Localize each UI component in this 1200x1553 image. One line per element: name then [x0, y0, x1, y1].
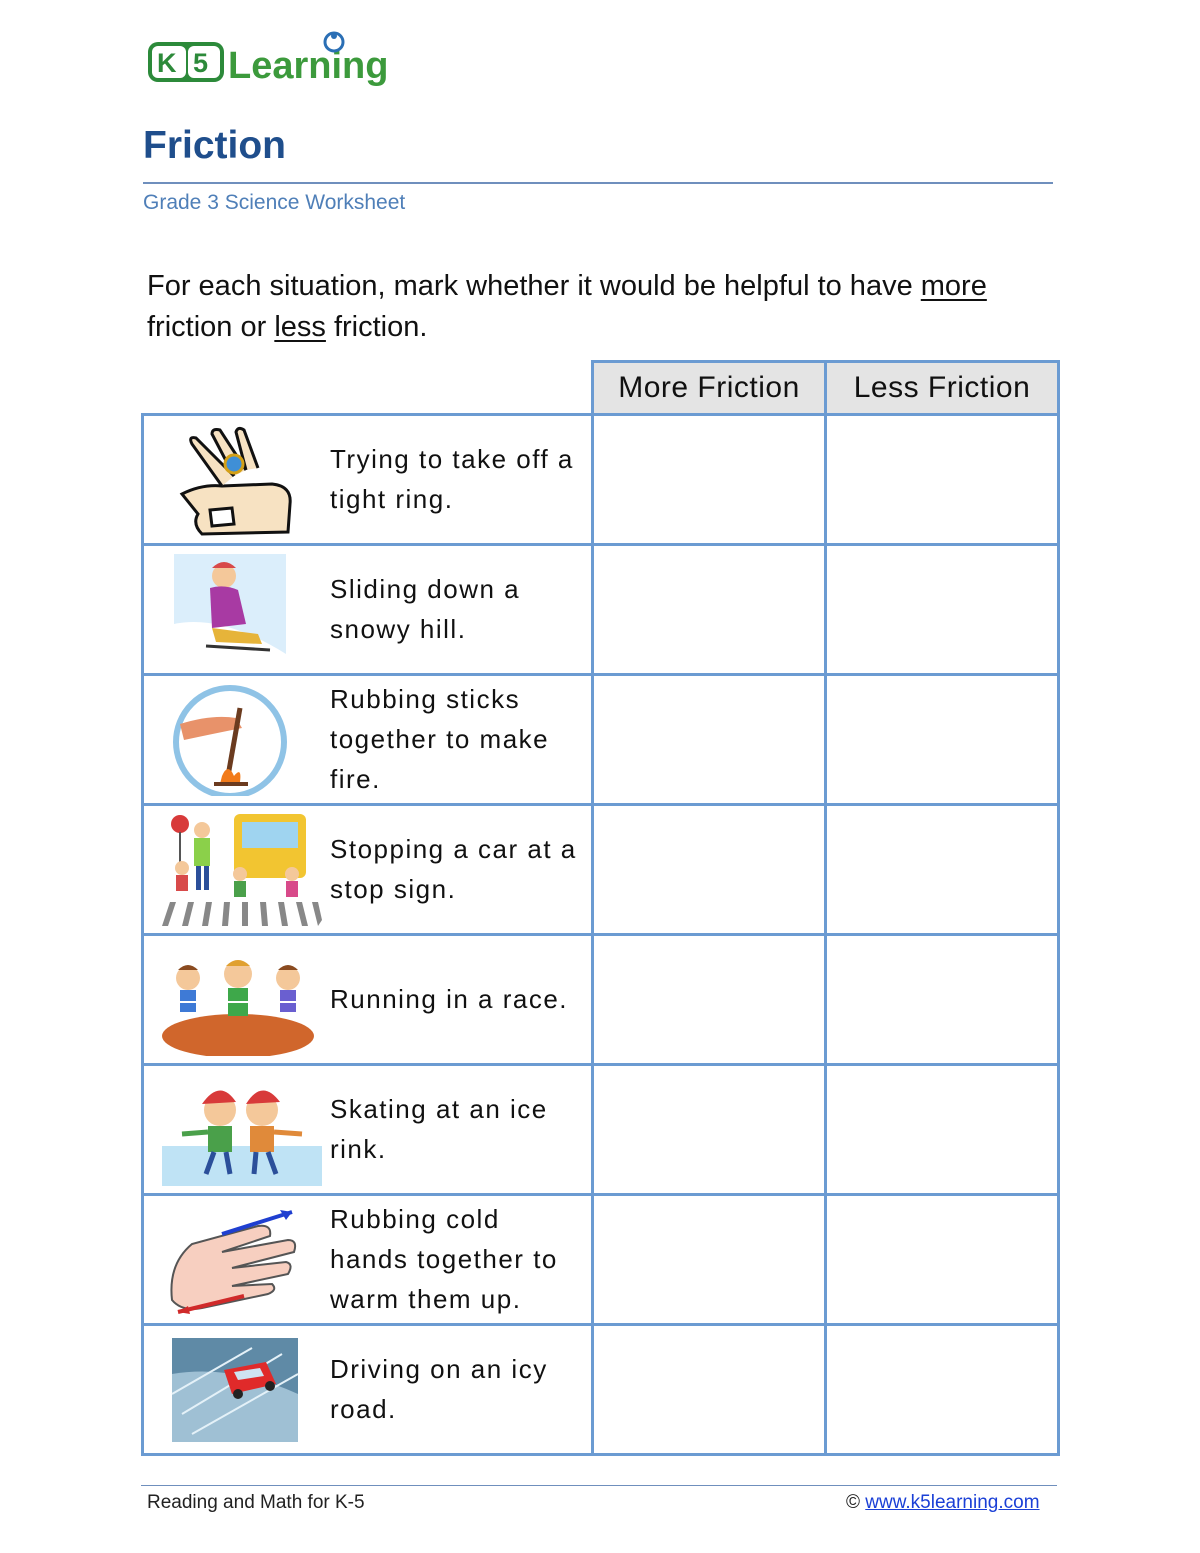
car-icy-road-icon: [162, 1334, 322, 1446]
less-friction-cell[interactable]: [826, 674, 1059, 804]
header-blank-cell: [143, 362, 593, 415]
situation-text: Rubbing cold hands together to warm them up.: [330, 1204, 558, 1314]
situation-text: Trying to take off a tight ring.: [330, 444, 574, 514]
running-race-icon: [162, 944, 322, 1056]
less-friction-cell[interactable]: [826, 804, 1059, 934]
table-row: [143, 934, 1059, 1064]
table-header-row: [143, 362, 1059, 415]
svg-text:Learning: Learning: [228, 45, 389, 87]
table-row: [143, 414, 1059, 544]
table-row: [143, 1194, 1059, 1324]
situation-text: Skating at an ice rink.: [330, 1094, 548, 1164]
situation-cell: [143, 414, 593, 544]
friction-table: [141, 360, 1060, 1456]
more-friction-cell[interactable]: [593, 1064, 826, 1194]
table-row: [143, 804, 1059, 934]
situation-cell: [143, 1064, 593, 1194]
more-friction-cell[interactable]: [593, 804, 826, 934]
situation-cell: [143, 1194, 593, 1324]
more-friction-cell[interactable]: [593, 934, 826, 1064]
situation-cell: [143, 934, 593, 1064]
less-friction-cell[interactable]: [826, 1194, 1059, 1324]
footer-copyright: [846, 1492, 1040, 1514]
situation-cell: [143, 804, 593, 934]
situation-text: Sliding down a snowy hill.: [330, 574, 521, 644]
word-more: more: [920, 270, 987, 302]
k5-learning-logo: [146, 28, 406, 90]
less-friction-cell[interactable]: [826, 544, 1059, 674]
hand-ring-icon: [162, 424, 322, 536]
column-more-friction: More Friction: [593, 362, 826, 415]
footer-tagline: Reading and Math for K-5: [147, 1492, 365, 1513]
column-less-friction: Less Friction: [826, 362, 1059, 415]
more-friction-cell[interactable]: [593, 674, 826, 804]
situation-cell: [143, 544, 593, 674]
more-friction-cell[interactable]: [593, 1194, 826, 1324]
svg-text:K: K: [157, 48, 177, 78]
rubbing-hands-icon: [162, 1204, 322, 1316]
page-subtitle: Grade 3 Science Worksheet: [143, 191, 406, 214]
table-row: [143, 544, 1059, 674]
situation-text: Running in a race.: [330, 984, 569, 1014]
situation-text: Rubbing sticks together to make fire.: [330, 684, 550, 794]
less-friction-cell[interactable]: [826, 1324, 1059, 1454]
table-row: [143, 1324, 1059, 1454]
less-friction-cell[interactable]: [826, 1064, 1059, 1194]
situation-cell: [143, 1324, 593, 1454]
sledding-child-icon: [162, 554, 322, 666]
situation-text: Driving on an icy road.: [330, 1354, 548, 1424]
ice-skating-kids-icon: [162, 1074, 322, 1186]
less-friction-cell[interactable]: [826, 934, 1059, 1064]
more-friction-cell[interactable]: [593, 414, 826, 544]
title-divider: [143, 182, 1053, 184]
copyright-symbol: ©: [846, 1492, 860, 1513]
word-less: less: [274, 311, 326, 343]
table-row: [143, 1064, 1059, 1194]
page-title: Friction: [143, 124, 286, 167]
k5learning-link[interactable]: www.k5learning.com: [865, 1492, 1040, 1513]
table-row: [143, 674, 1059, 804]
svg-text:5: 5: [193, 48, 209, 78]
more-friction-cell[interactable]: [593, 544, 826, 674]
less-friction-cell[interactable]: [826, 414, 1059, 544]
footer-divider: [141, 1485, 1057, 1486]
situation-text: Stopping a car at a stop sign.: [330, 834, 577, 904]
fire-sticks-icon: [162, 684, 322, 796]
crosswalk-stop-sign-icon: [162, 814, 322, 926]
more-friction-cell[interactable]: [593, 1324, 826, 1454]
situation-cell: [143, 674, 593, 804]
instructions: For each situation, mark whether it would be helpful to have more friction or less friction.: [147, 270, 987, 343]
